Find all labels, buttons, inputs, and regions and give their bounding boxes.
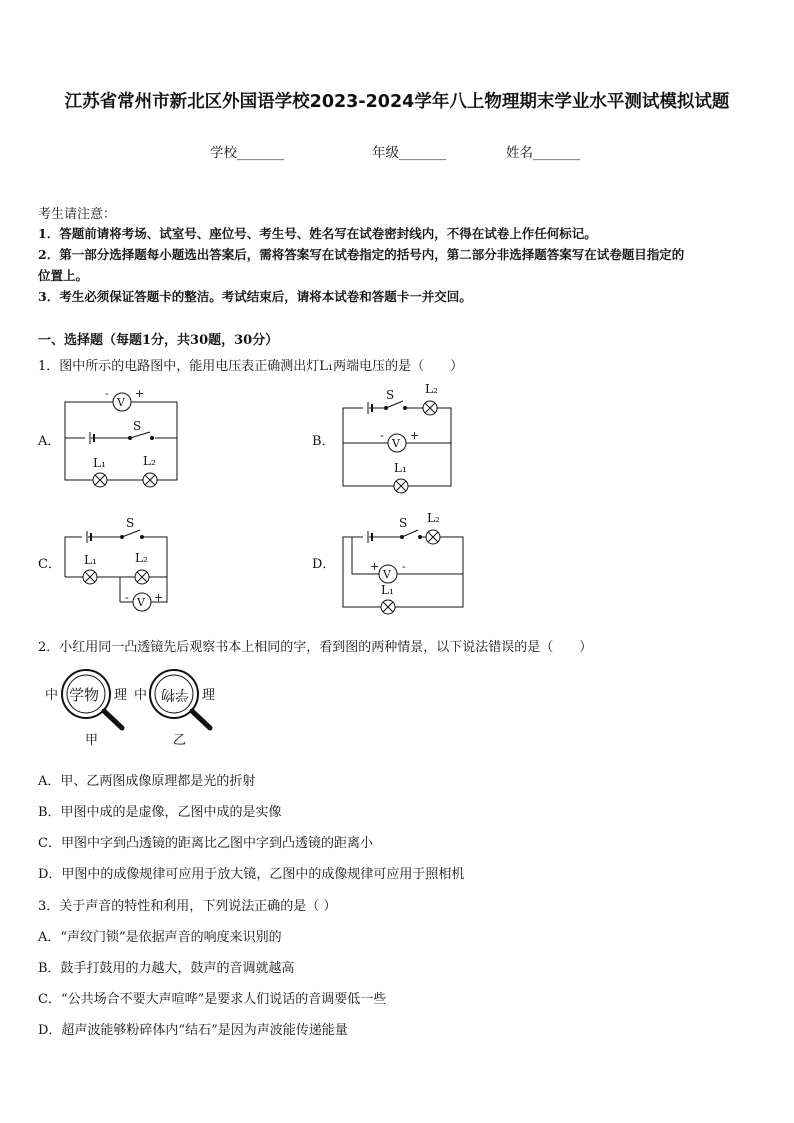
- circuit-b: [343, 382, 451, 493]
- svg-text:L₂: L₂: [425, 382, 438, 396]
- svg-text:-: -: [402, 560, 406, 573]
- name-field: 姓名_______: [506, 145, 581, 161]
- svg-text:+: +: [154, 591, 164, 604]
- svg-text:L₂: L₂: [135, 551, 148, 565]
- svg-text:-: -: [380, 429, 384, 442]
- circuit-d: [343, 511, 463, 614]
- voltmeter-a-symbol: V: [117, 396, 125, 409]
- svg-text:-: -: [125, 591, 129, 604]
- svg-text:S: S: [133, 419, 142, 433]
- q3-option-d: D．超声波能够粉碎体内“结石”是因为声波能传递能量: [38, 1023, 348, 1038]
- notice-item-2-cont: 位置上。: [38, 268, 89, 283]
- q1-option-a-label: A．: [38, 434, 61, 449]
- svg-text:S: S: [399, 516, 408, 530]
- svg-text:L₂: L₂: [427, 511, 440, 525]
- q1-option-d-label: D．: [312, 557, 336, 572]
- svg-text:乙: 乙: [173, 733, 187, 748]
- svg-text:中: 中: [134, 688, 148, 703]
- q3-option-b: B．鼓手打鼓用的力越大，鼓声的音调就越高: [38, 961, 295, 976]
- q2-option-c: C．甲图中字到凸透镜的距离比乙图中字到凸透镜的距离小: [38, 836, 373, 851]
- circuit-c: [65, 516, 167, 611]
- svg-text:+: +: [370, 560, 380, 573]
- svg-text:V: V: [392, 437, 400, 450]
- q2-stem: 2．小红用同一凸透镜先后观察书本上相同的字，看到图的两种情景，以下说法错误的是（ ）: [38, 640, 593, 655]
- svg-text:L₁: L₁: [394, 461, 407, 475]
- q1-stem: 1．图中所示的电路图中，能用电压表正确测出灯L₁两端电压的是（ ）: [38, 359, 464, 374]
- q2-option-b: B．甲图中成的是虚像，乙图中成的是实像: [38, 805, 282, 820]
- notice-item-3: 3．考生必须保证答题卡的整洁。考试结束后，请将本试卷和答题卡一并交回。: [38, 289, 472, 304]
- svg-text:+: +: [135, 387, 145, 400]
- q2-lens-figure: [40, 668, 230, 750]
- magnifier-yi: [134, 670, 215, 748]
- q1-option-b-label: B．: [312, 434, 335, 449]
- svg-text:V: V: [137, 596, 145, 609]
- svg-text:理: 理: [202, 688, 216, 703]
- svg-text:L₁: L₁: [84, 553, 97, 567]
- svg-text:-: -: [105, 387, 109, 400]
- q2-option-a: A．甲、乙两图成像原理都是光的折射: [38, 774, 256, 789]
- school-field: 学校_______: [210, 145, 285, 161]
- q3-option-c: C．“公共场合不要大声喧哗”是要求人们说话的音调要低一些: [38, 992, 387, 1007]
- svg-text:学物: 学物: [161, 686, 189, 702]
- notice-item-1: 1．答题前请将考场、试室号、座位号、考生号、姓名写在试卷密封线内，不得在试卷上作任何标记。: [38, 226, 597, 241]
- svg-text:甲: 甲: [85, 733, 99, 748]
- svg-text:V: V: [383, 568, 391, 581]
- notice-heading: 考生请注意：: [38, 207, 117, 222]
- circuit-a: [65, 387, 177, 487]
- q2-option-d: D．甲图中的成像规律可应用于放大镜，乙图中的成像规律可应用于照相机: [38, 867, 465, 882]
- q1-option-c-label: C．: [38, 557, 61, 572]
- section-heading: 一、选择题（每题1分，共30题，30分）: [38, 333, 279, 348]
- exam-title: 江苏省常州市新北区外国语学校2023-2024学年八上物理期末学业水平测试模拟试题: [64, 92, 730, 112]
- magnifier-jia: [45, 670, 127, 748]
- svg-text:理: 理: [114, 688, 128, 703]
- svg-text:S: S: [126, 516, 135, 530]
- q3-stem: 3．关于声音的特性和利用，下列说法正确的是（ ）: [38, 899, 337, 914]
- svg-text:L₁: L₁: [93, 456, 106, 470]
- q1-circuit-figures: [30, 380, 780, 615]
- notice-item-2: 2．第一部分选择题每小题选出答案后，需将答案写在试卷指定的括号内，第二部分非选择题答案写在试卷题目指定的: [38, 247, 685, 262]
- svg-text:L₁: L₁: [381, 583, 394, 597]
- svg-text:S: S: [386, 388, 395, 402]
- q3-option-a: A．“声纹门锁”是依据声音的响度来识别的: [38, 930, 282, 945]
- svg-text:学物: 学物: [69, 686, 100, 704]
- svg-text:L₂: L₂: [143, 454, 156, 468]
- svg-text:中: 中: [45, 688, 59, 703]
- grade-field: 年级_______: [372, 145, 447, 161]
- svg-text:+: +: [410, 429, 420, 442]
